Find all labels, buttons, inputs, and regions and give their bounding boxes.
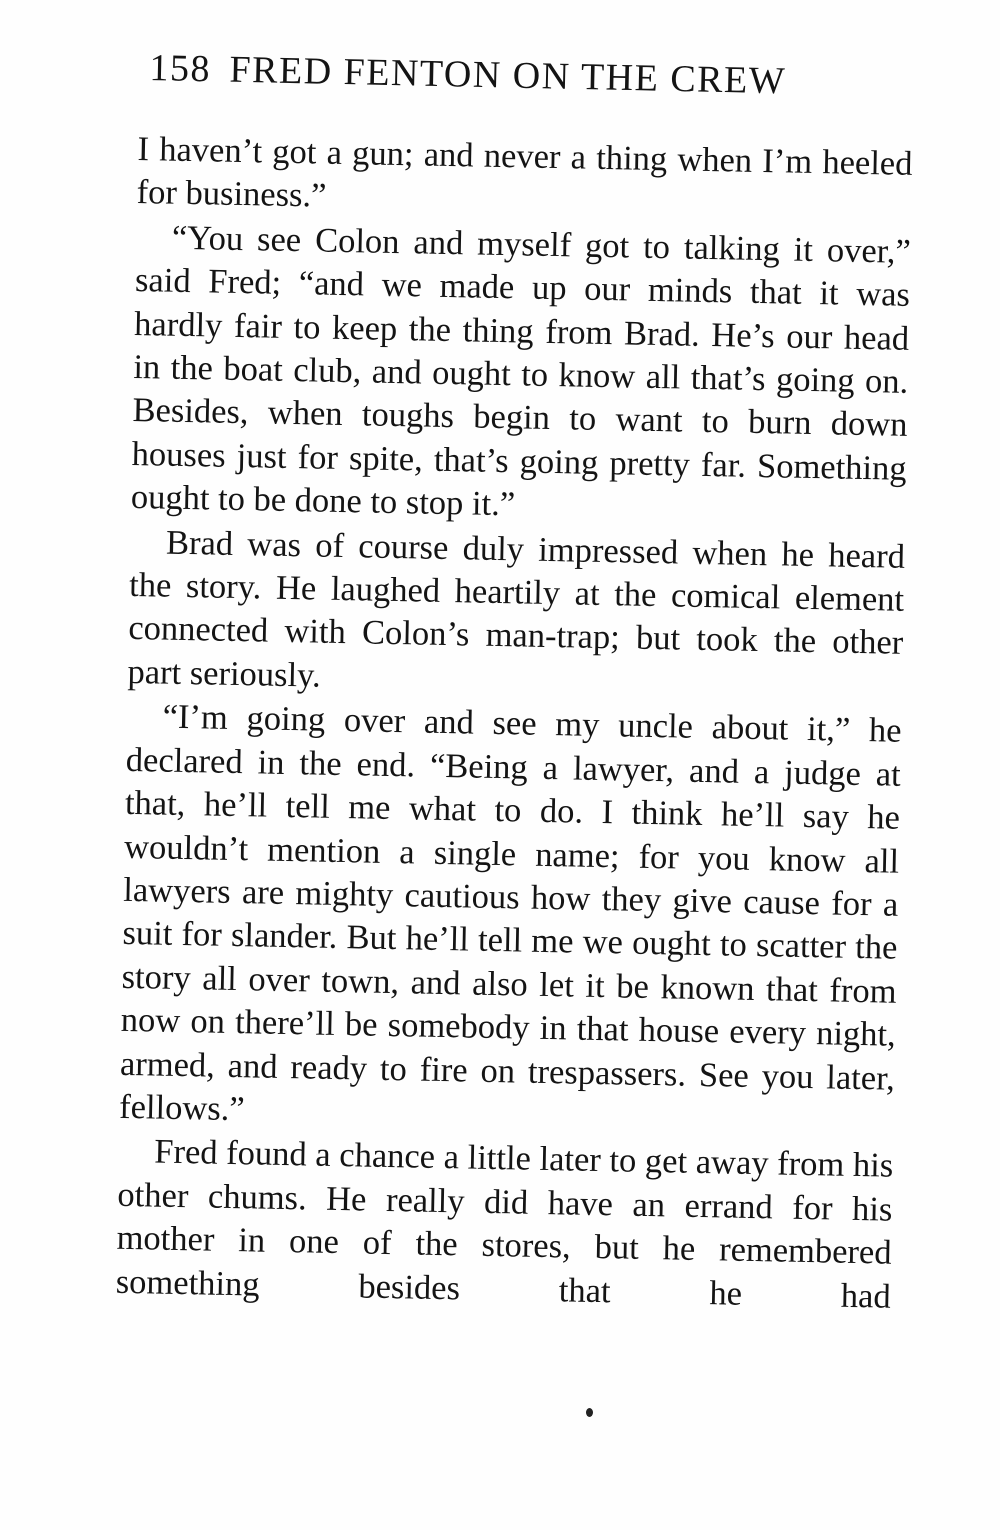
paragraph: “I’m going over and see my uncle about it,” he declared in the end. “Being a lawyer, and a judge at that, he’ll tell me what to do. I think he’ll say he wouldn’t mention a single name; for you know all lawyers are mighty cautious how they give cause for a suit for slander. But he’ll tell me we ought to scatter the story all over town, and also let it be known that from now on there’ll be somebody in that house every night, armed, and ready to fire on trespassers. See you later, fellows.” [118, 697, 902, 1129]
page-number: 158 [149, 46, 212, 91]
paragraph: Fred found a chance a little later to get away from his other chums. He really did have an errand for his mother in one of the stores, but he remembered something besides that he had [115, 1132, 894, 1316]
running-head [149, 46, 870, 121]
paragraph: “You see Colon and myself got to talking it over,” said Fred; “and we made up our minds that it was hardly fair to keep the thing from Brad. He’s our head in the boat club, and ought to know all that’s going on. Besides, when toughs begin to want to burn down houses just for spite, that’s going pretty far. Something ought to be done to stop it.” [130, 218, 912, 524]
body-text [115, 128, 912, 1319]
book-title: FRED FENTON ON THE CREW [229, 48, 787, 103]
paragraph: I haven’t got a gun; and never a thing when I’m heeled for business.” [136, 129, 913, 216]
paragraph: Brad was of course duly impressed when he heard the story. He laughed heartily at the comical element connected with Colon’s man-trap; but took the other part seriously. [127, 523, 906, 695]
ink-dot [586, 1408, 593, 1417]
